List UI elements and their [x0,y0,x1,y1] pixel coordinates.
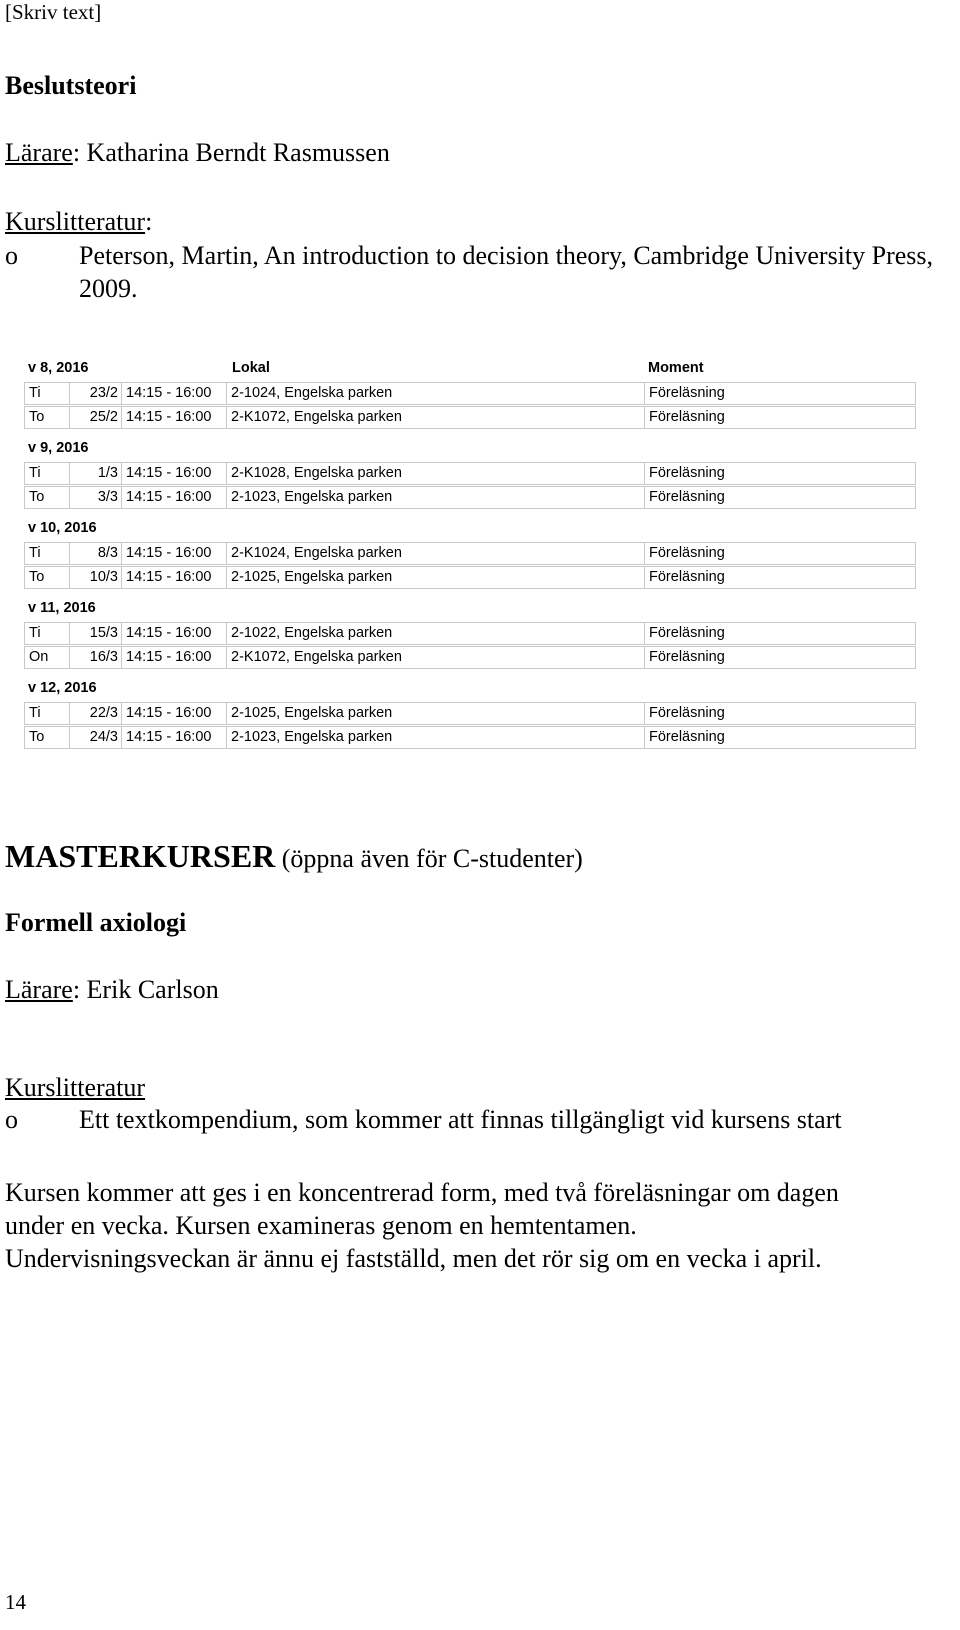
cell-lokal: 2-1022, Engelska parken [227,623,645,644]
teacher-name: : Katharina Berndt Rasmussen [72,138,390,167]
cell-day: To [25,567,70,588]
cell-day: To [25,727,70,748]
table-row [24,542,916,565]
cell-day: Ti [25,703,70,724]
cell-moment: Föreläsning [649,625,725,641]
table-row [24,382,916,405]
literature-list-item [5,1105,935,1139]
column-header-moment: Moment [648,360,704,376]
table-row [24,726,916,749]
week-label: v 12, 2016 [28,680,97,696]
cell-date: 8/3 [70,543,122,564]
table-row [24,462,916,485]
teacher-label: Lärare [5,138,73,167]
literature-heading [5,1073,145,1103]
cell-time: 14:15 - 16:00 [122,487,227,508]
header-placeholder: [Skriv text] [5,0,102,24]
cell-time: 14:15 - 16:00 [122,623,227,644]
table-row [24,702,916,725]
cell-time: 14:15 - 16:00 [122,383,227,404]
literature-label: Kurslitteratur [5,1073,146,1102]
cell-day: To [25,407,70,428]
column-header-lokal: Lokal [232,360,270,376]
course-description [5,1176,945,1275]
teacher-line [5,138,390,168]
week-label: v 11, 2016 [28,600,96,616]
masters-title: MASTERKURSER [5,838,276,874]
cell-date: 3/3 [70,487,122,508]
literature-heading [5,207,152,237]
cell-moment: Föreläsning [649,465,725,481]
cell-day: Ti [25,623,70,644]
cell-time: 14:15 - 16:00 [122,567,227,588]
cell-day: Ti [25,463,70,484]
cell-lokal: 2-1025, Engelska parken [227,567,645,588]
course-title: Beslutsteori [5,71,137,100]
masters-note: (öppna även för C-studenter) [275,844,583,873]
literature-item-text: Ett textkompendium, som kommer att finnas tillgängligt vid kursens start [79,1105,842,1134]
literature-label: Kurslitteratur [5,207,146,236]
description-line: Kursen kommer att ges i en koncentrerad form, med två föreläsningar om dagen [5,1178,839,1207]
cell-time: 14:15 - 16:00 [122,543,227,564]
table-row [24,622,916,645]
teacher-name: : Erik Carlson [72,975,219,1004]
literature-item-text: Peterson, Martin, An introduction to decision theory, Cambridge University Press, 2009. [79,241,934,303]
cell-day: Ti [25,543,70,564]
cell-lokal: 2-1025, Engelska parken [227,703,645,724]
masters-heading [5,838,583,875]
table-row [24,486,916,509]
course-title: Formell axiologi [5,908,187,937]
cell-time: 14:15 - 16:00 [122,703,227,724]
cell-lokal: 2-K1024, Engelska parken [227,543,645,564]
week-label: v 9, 2016 [28,440,89,456]
cell-day: To [25,487,70,508]
teacher-line [5,975,219,1005]
cell-lokal: 2-K1072, Engelska parken [227,647,645,668]
cell-day: On [25,647,70,668]
cell-day: Ti [25,383,70,404]
cell-lokal: 2-1023, Engelska parken [227,727,645,748]
cell-date: 24/3 [70,727,122,748]
cell-time: 14:15 - 16:00 [122,647,227,668]
cell-lokal: 2-1024, Engelska parken [227,383,645,404]
description-line: under en vecka. Kursen examineras genom en hemtentamen. [5,1211,637,1240]
bullet-marker: o [5,241,18,270]
cell-moment: Föreläsning [649,489,725,505]
cell-time: 14:15 - 16:00 [122,727,227,748]
cell-time: 14:15 - 16:00 [122,463,227,484]
page-number: 14 [5,1590,26,1614]
cell-moment: Föreläsning [649,385,725,401]
literature-colon: : [145,207,153,236]
table-row [24,646,916,669]
cell-moment: Föreläsning [649,409,725,425]
cell-lokal: 2-K1072, Engelska parken [227,407,645,428]
cell-moment: Föreläsning [649,729,725,745]
bullet-marker: o [5,1105,18,1134]
cell-moment: Föreläsning [649,649,725,665]
table-row [24,566,916,589]
week-label: v 10, 2016 [28,520,97,536]
cell-moment: Föreläsning [649,705,725,721]
table-row [24,406,916,429]
cell-date: 15/3 [70,623,122,644]
cell-time: 14:15 - 16:00 [122,407,227,428]
cell-date: 16/3 [70,647,122,668]
cell-date: 25/2 [70,407,122,428]
cell-lokal: 2-1023, Engelska parken [227,487,645,508]
cell-date: 10/3 [70,567,122,588]
cell-lokal: 2-K1028, Engelska parken [227,463,645,484]
cell-date: 22/3 [70,703,122,724]
cell-moment: Föreläsning [649,569,725,585]
cell-moment: Föreläsning [649,545,725,561]
cell-date: 23/2 [70,383,122,404]
cell-date: 1/3 [70,463,122,484]
teacher-label: Lärare [5,975,73,1004]
description-line: Undervisningsveckan är ännu ej fastställd, men det rör sig om en vecka i april. [5,1244,822,1273]
week-label: v 8, 2016 [28,360,89,376]
